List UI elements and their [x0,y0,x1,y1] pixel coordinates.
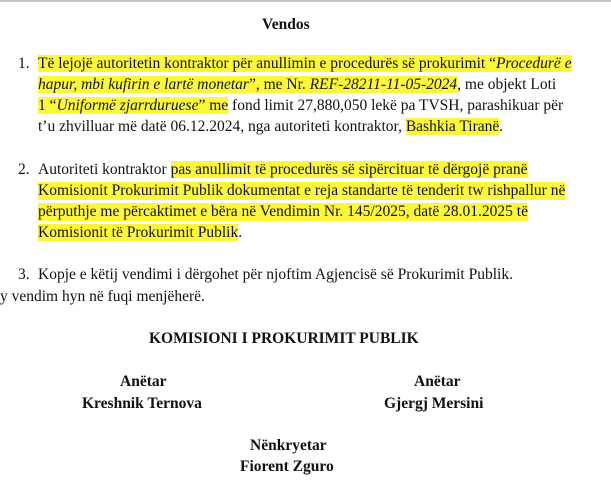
top-border [0,0,611,2]
vice-name: Fiorent Zguro [240,458,334,475]
commission-title: KOMISIONI I PROKURIMIT PUBLIK [149,330,419,347]
item1-line3: 1 “Uniformë zjarrduruese” me fond limit 27,880,050 lekë pa TVSH, parashikuar për [38,97,564,114]
item2-line3: përputhje me përcaktimet e bëra në Vendimin Nr. 145/2025, datë 28.01.2025 të [38,203,528,220]
member-2-role: Anëtar [414,373,461,390]
item2-line4: Komisionit të Prokurimit Publik. [38,224,243,241]
heading: Vendos [262,16,310,33]
item3-continuation: y vendim hyn në fuqi menjëherë. [0,288,205,305]
member-1-role: Anëtar [120,373,167,390]
item1-line2: hapur, mbi kufirin e lartë monetar”, me Nr. REF-28211-11-05-2024, me objekt Loti [38,76,557,93]
vice-role: Nënkryetar [250,437,327,454]
item1-line1-highlight: Të lejojë autoritetin kontraktor për anullimin e procedurës së prokurimit “ [38,55,496,72]
member-2-name: Gjergj Mersini [384,395,484,412]
item1-number: 1. [18,55,30,72]
item2-number: 2. [18,161,30,178]
item2-line2: Komisionit Prokurimit Publik dokumentat e reja standarte të tenderit tw rishpallur në [38,182,566,199]
item1-line1: Të lejojë autoritetin kontraktor për anullimin e procedurës së prokurimit “Procedurë e [38,55,572,72]
item1-authority-highlight: Bashkia Tiranë [405,118,500,135]
item3-number: 3. [18,266,30,283]
item2-line1: Autoriteti kontraktor pas anullimit të procedurës së sipërcituar të dërgojë pranë [38,161,528,178]
item1-line4: t’u zhvilluar më datë 06.12.2024, nga autoriteti kontraktor, Bashkia Tiranë. [38,118,504,135]
item3-text: Kopje e këtij vendimi i dërgohet për njoftim Agjencisë së Prokurimit Publik. [38,266,513,283]
member-1-name: Kreshnik Ternova [82,395,202,412]
